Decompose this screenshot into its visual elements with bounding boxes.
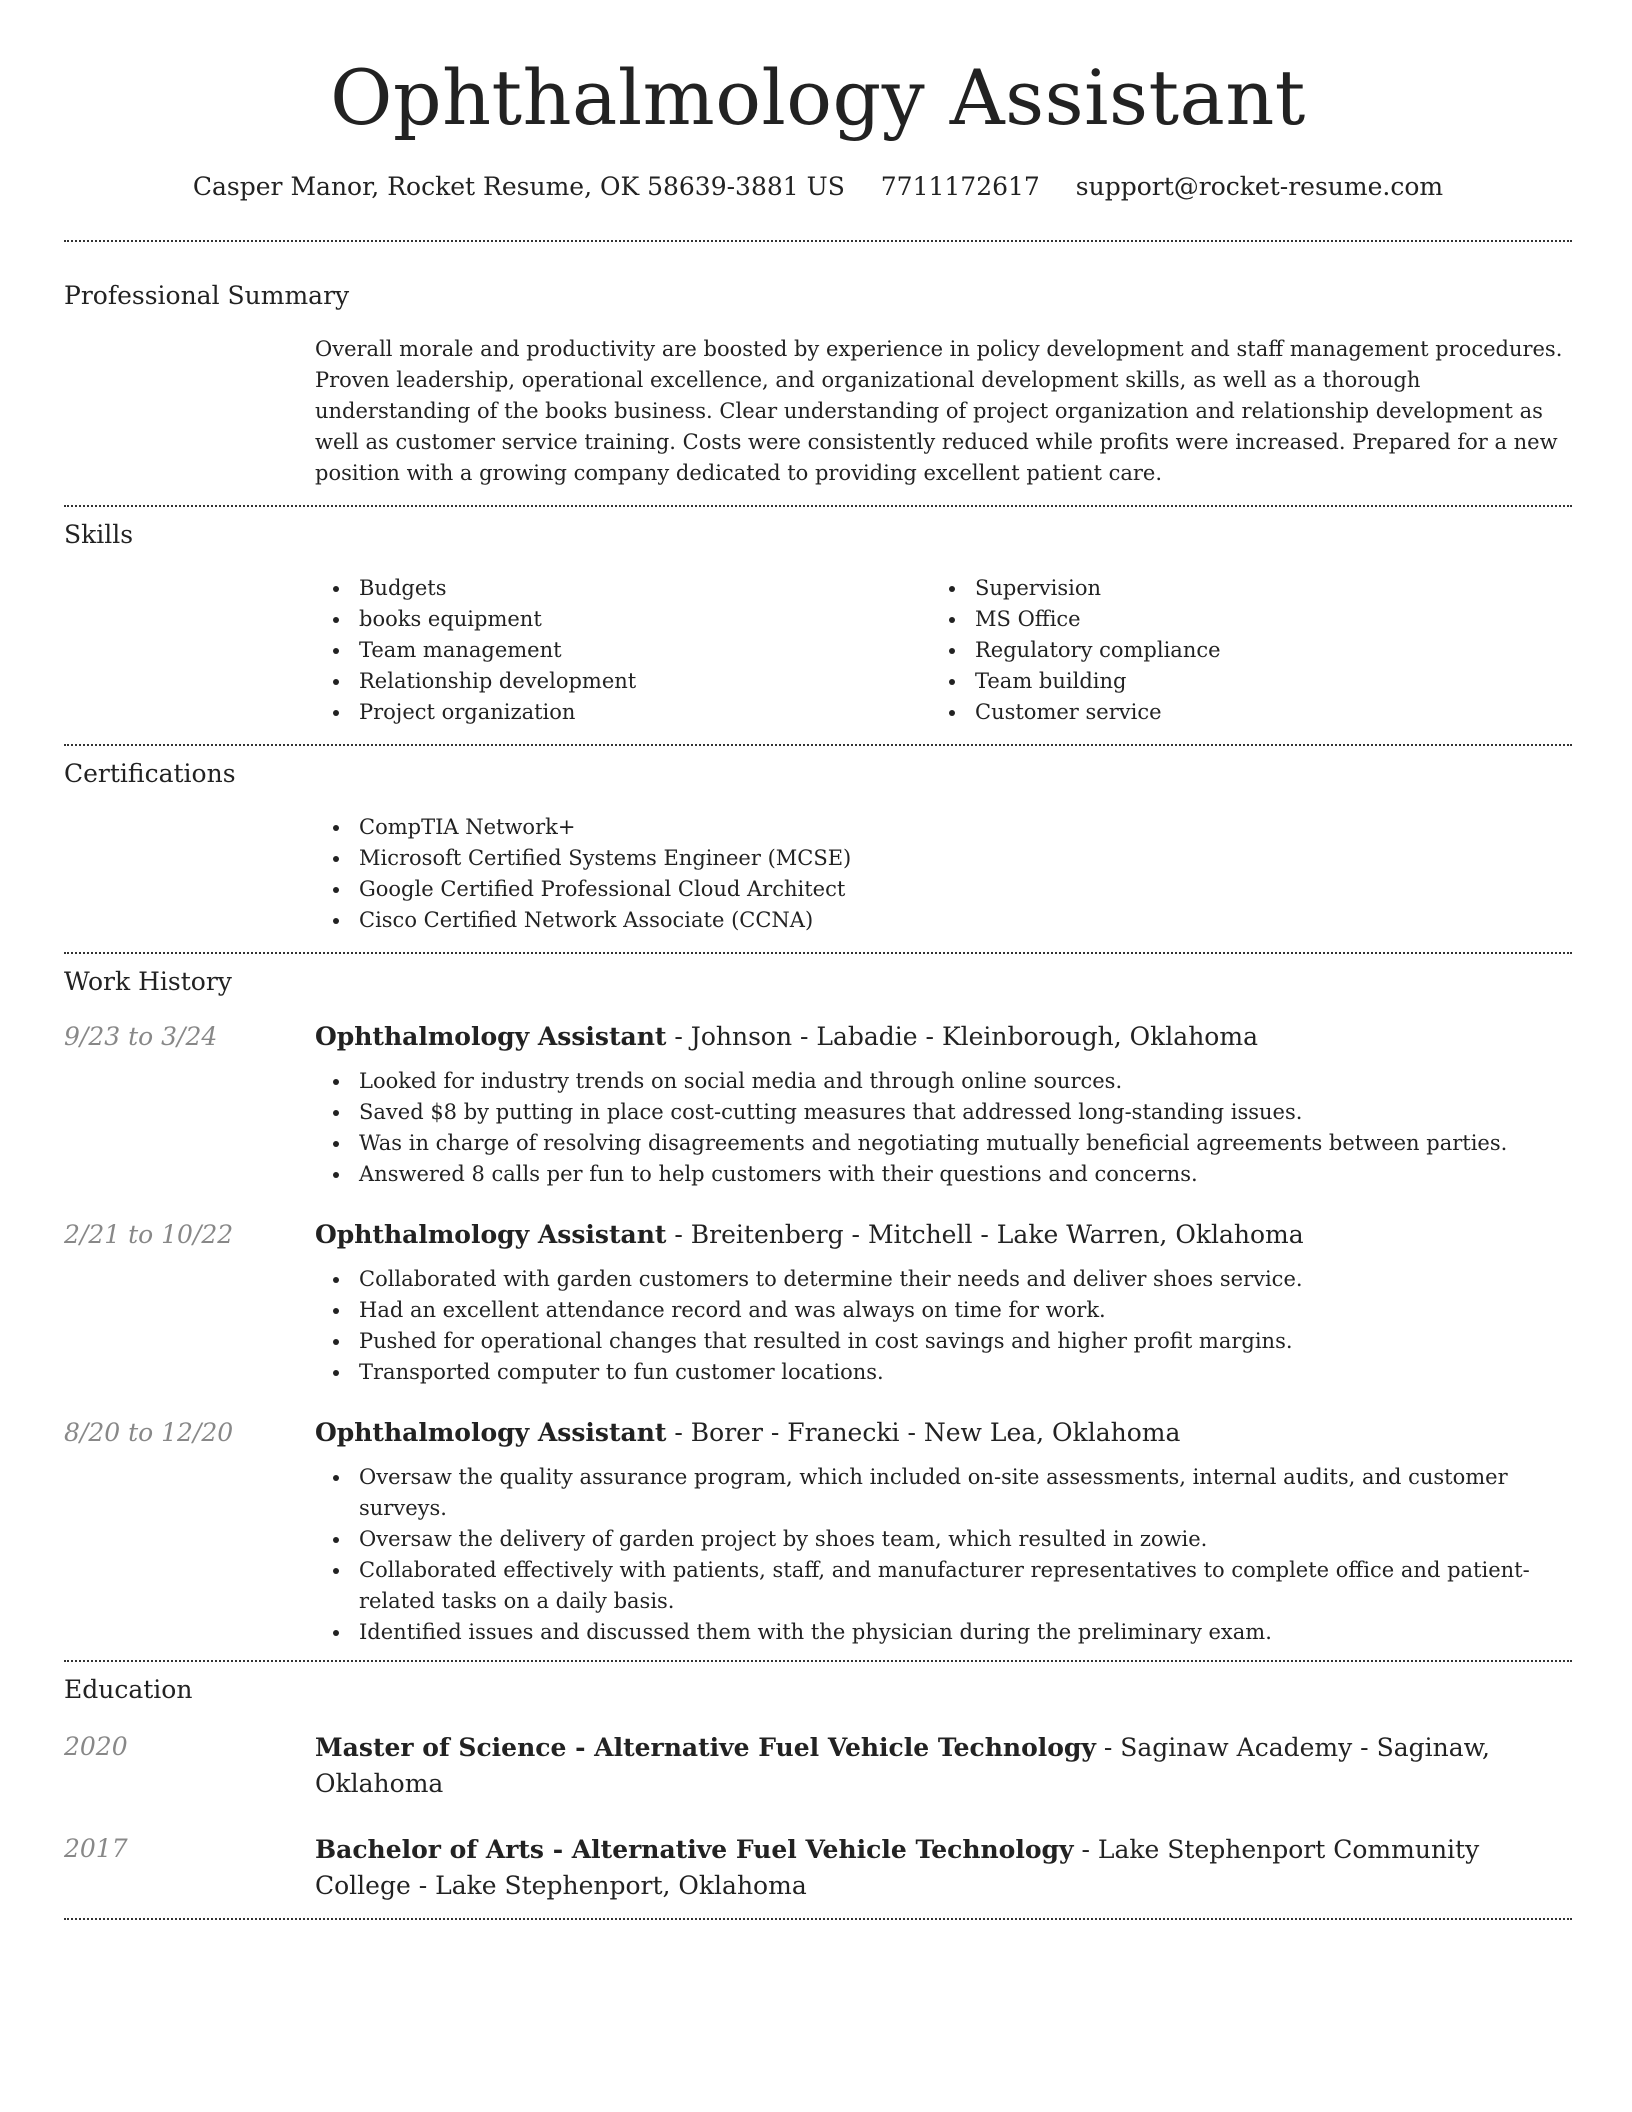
list-item: Oversaw the delivery of garden project by shoes team, which resulted in zowie.: [315, 1524, 1572, 1555]
list-item: Answered 8 calls per fun to help customers with their questions and concerns.: [315, 1159, 1572, 1190]
list-item: Had an excellent attendance record and was always on time for work.: [315, 1295, 1572, 1326]
job-date: 9/23 to 3/24: [64, 1022, 218, 1051]
list-item: Team building: [931, 666, 1547, 697]
contact-phone: 7711172617: [880, 172, 1040, 201]
education-title: [315, 1832, 1572, 1904]
list-item: Project organization: [315, 697, 931, 728]
contact-address: Casper Manor, Rocket Resume, OK 58639-3881 US: [192, 172, 845, 201]
summary-heading: Professional Summary: [64, 281, 350, 310]
summary-text: Overall morale and productivity are boosted by experience in policy development and staff management procedures. Proven leadership, operational excellence, and organizational development skills, as well as a thorough understanding of the books business. Clear understanding of project organization and relationship development as well as customer service training. Costs were consistently reduced while profits were increased. Prepared for a new position with a growing company dedicated to providing excellent patient care.: [315, 337, 1563, 485]
list-item: Customer service: [931, 697, 1547, 728]
skills-list-right: [931, 573, 1547, 728]
divider: [64, 1918, 1572, 1920]
job-date: 2/21 to 10/22: [64, 1220, 234, 1249]
list-item: Looked for industry trends on social media and through online sources.: [315, 1066, 1572, 1097]
job-role: Ophthalmology Assistant: [315, 1418, 667, 1447]
resume-page: [64, 48, 1572, 1920]
work-history-section: [64, 954, 1572, 1660]
education-section: [64, 1662, 1572, 1918]
job-entry: [64, 1020, 1572, 1190]
skills-section: [64, 507, 1572, 744]
job-bullets: [315, 1066, 1572, 1190]
job-title: [315, 1416, 1572, 1450]
list-item: Transported computer to fun customer locations.: [315, 1357, 1572, 1388]
education-degree: Master of Science - Alternative Fuel Vehicle Technology: [315, 1733, 1096, 1762]
list-item: Team management: [315, 635, 931, 666]
list-item: Cisco Certified Network Associate (CCNA): [315, 905, 1572, 936]
education-school: - Saginaw Academy - Saginaw, Oklahoma: [315, 1733, 1490, 1798]
list-item: Collaborated effectively with patients, staff, and manufacturer representatives to complete office and patient-related tasks on a daily basis.: [315, 1555, 1572, 1617]
certifications-heading: Certifications: [64, 759, 236, 788]
contact-email[interactable]: support@rocket-resume.com: [1075, 172, 1444, 201]
education-year: 2017: [64, 1834, 128, 1863]
skills-heading: Skills: [64, 520, 134, 549]
education-degree: Bachelor of Arts - Alternative Fuel Vehicle Technology: [315, 1835, 1074, 1864]
job-bullets: [315, 1462, 1572, 1648]
list-item: Microsoft Certified Systems Engineer (MCSE): [315, 843, 1572, 874]
list-item: Was in charge of resolving disagreements and negotiating mutually beneficial agreements between parties.: [315, 1128, 1572, 1159]
job-employer: - Borer - Franecki - New Lea, Oklahoma: [666, 1418, 1181, 1447]
education-entry: [64, 1832, 1572, 1904]
education-entry: [64, 1730, 1572, 1802]
summary-section: [64, 242, 1572, 505]
skills-list-left: [315, 573, 931, 728]
list-item: Budgets: [315, 573, 931, 604]
list-item: CompTIA Network+: [315, 812, 1572, 843]
education-heading: Education: [64, 1675, 193, 1704]
job-entry: [64, 1218, 1572, 1388]
list-item: Collaborated with garden customers to determine their needs and deliver shoes service.: [315, 1264, 1572, 1295]
job-bullets: [315, 1264, 1572, 1388]
list-item: Regulatory compliance: [931, 635, 1547, 666]
certifications-section: [64, 746, 1572, 952]
resume-name: Ophthalmology Assistant: [330, 53, 1306, 142]
list-item: books equipment: [315, 604, 931, 635]
education-year: 2020: [64, 1732, 128, 1761]
list-item: Relationship development: [315, 666, 931, 697]
certifications-list: [315, 812, 1572, 936]
list-item: Oversaw the quality assurance program, which included on-site assessments, internal audits, and customer surveys.: [315, 1462, 1572, 1524]
list-item: Pushed for operational changes that resulted in cost savings and higher profit margins.: [315, 1326, 1572, 1357]
list-item: MS Office: [931, 604, 1547, 635]
education-school: - Lake Stephenport Community College - Lake Stephenport, Oklahoma: [315, 1835, 1480, 1900]
job-employer: - Breitenberg - Mitchell - Lake Warren, Oklahoma: [666, 1220, 1304, 1249]
job-date: 8/20 to 12/20: [64, 1418, 234, 1447]
list-item: Identified issues and discussed them with the physician during the preliminary exam.: [315, 1617, 1572, 1648]
education-title: [315, 1730, 1572, 1802]
list-item: Saved $8 by putting in place cost-cutting measures that addressed long-standing issues.: [315, 1097, 1572, 1128]
list-item: Supervision: [931, 573, 1547, 604]
list-item: Google Certified Professional Cloud Architect: [315, 874, 1572, 905]
work-history-heading: Work History: [64, 967, 232, 996]
job-title: [315, 1020, 1572, 1054]
job-entry: [64, 1416, 1572, 1648]
job-employer: - Johnson - Labadie - Kleinborough, Oklahoma: [666, 1022, 1258, 1051]
job-role: Ophthalmology Assistant: [315, 1220, 667, 1249]
job-role: Ophthalmology Assistant: [315, 1022, 667, 1051]
job-title: [315, 1218, 1572, 1252]
contact-line: [64, 170, 1572, 204]
